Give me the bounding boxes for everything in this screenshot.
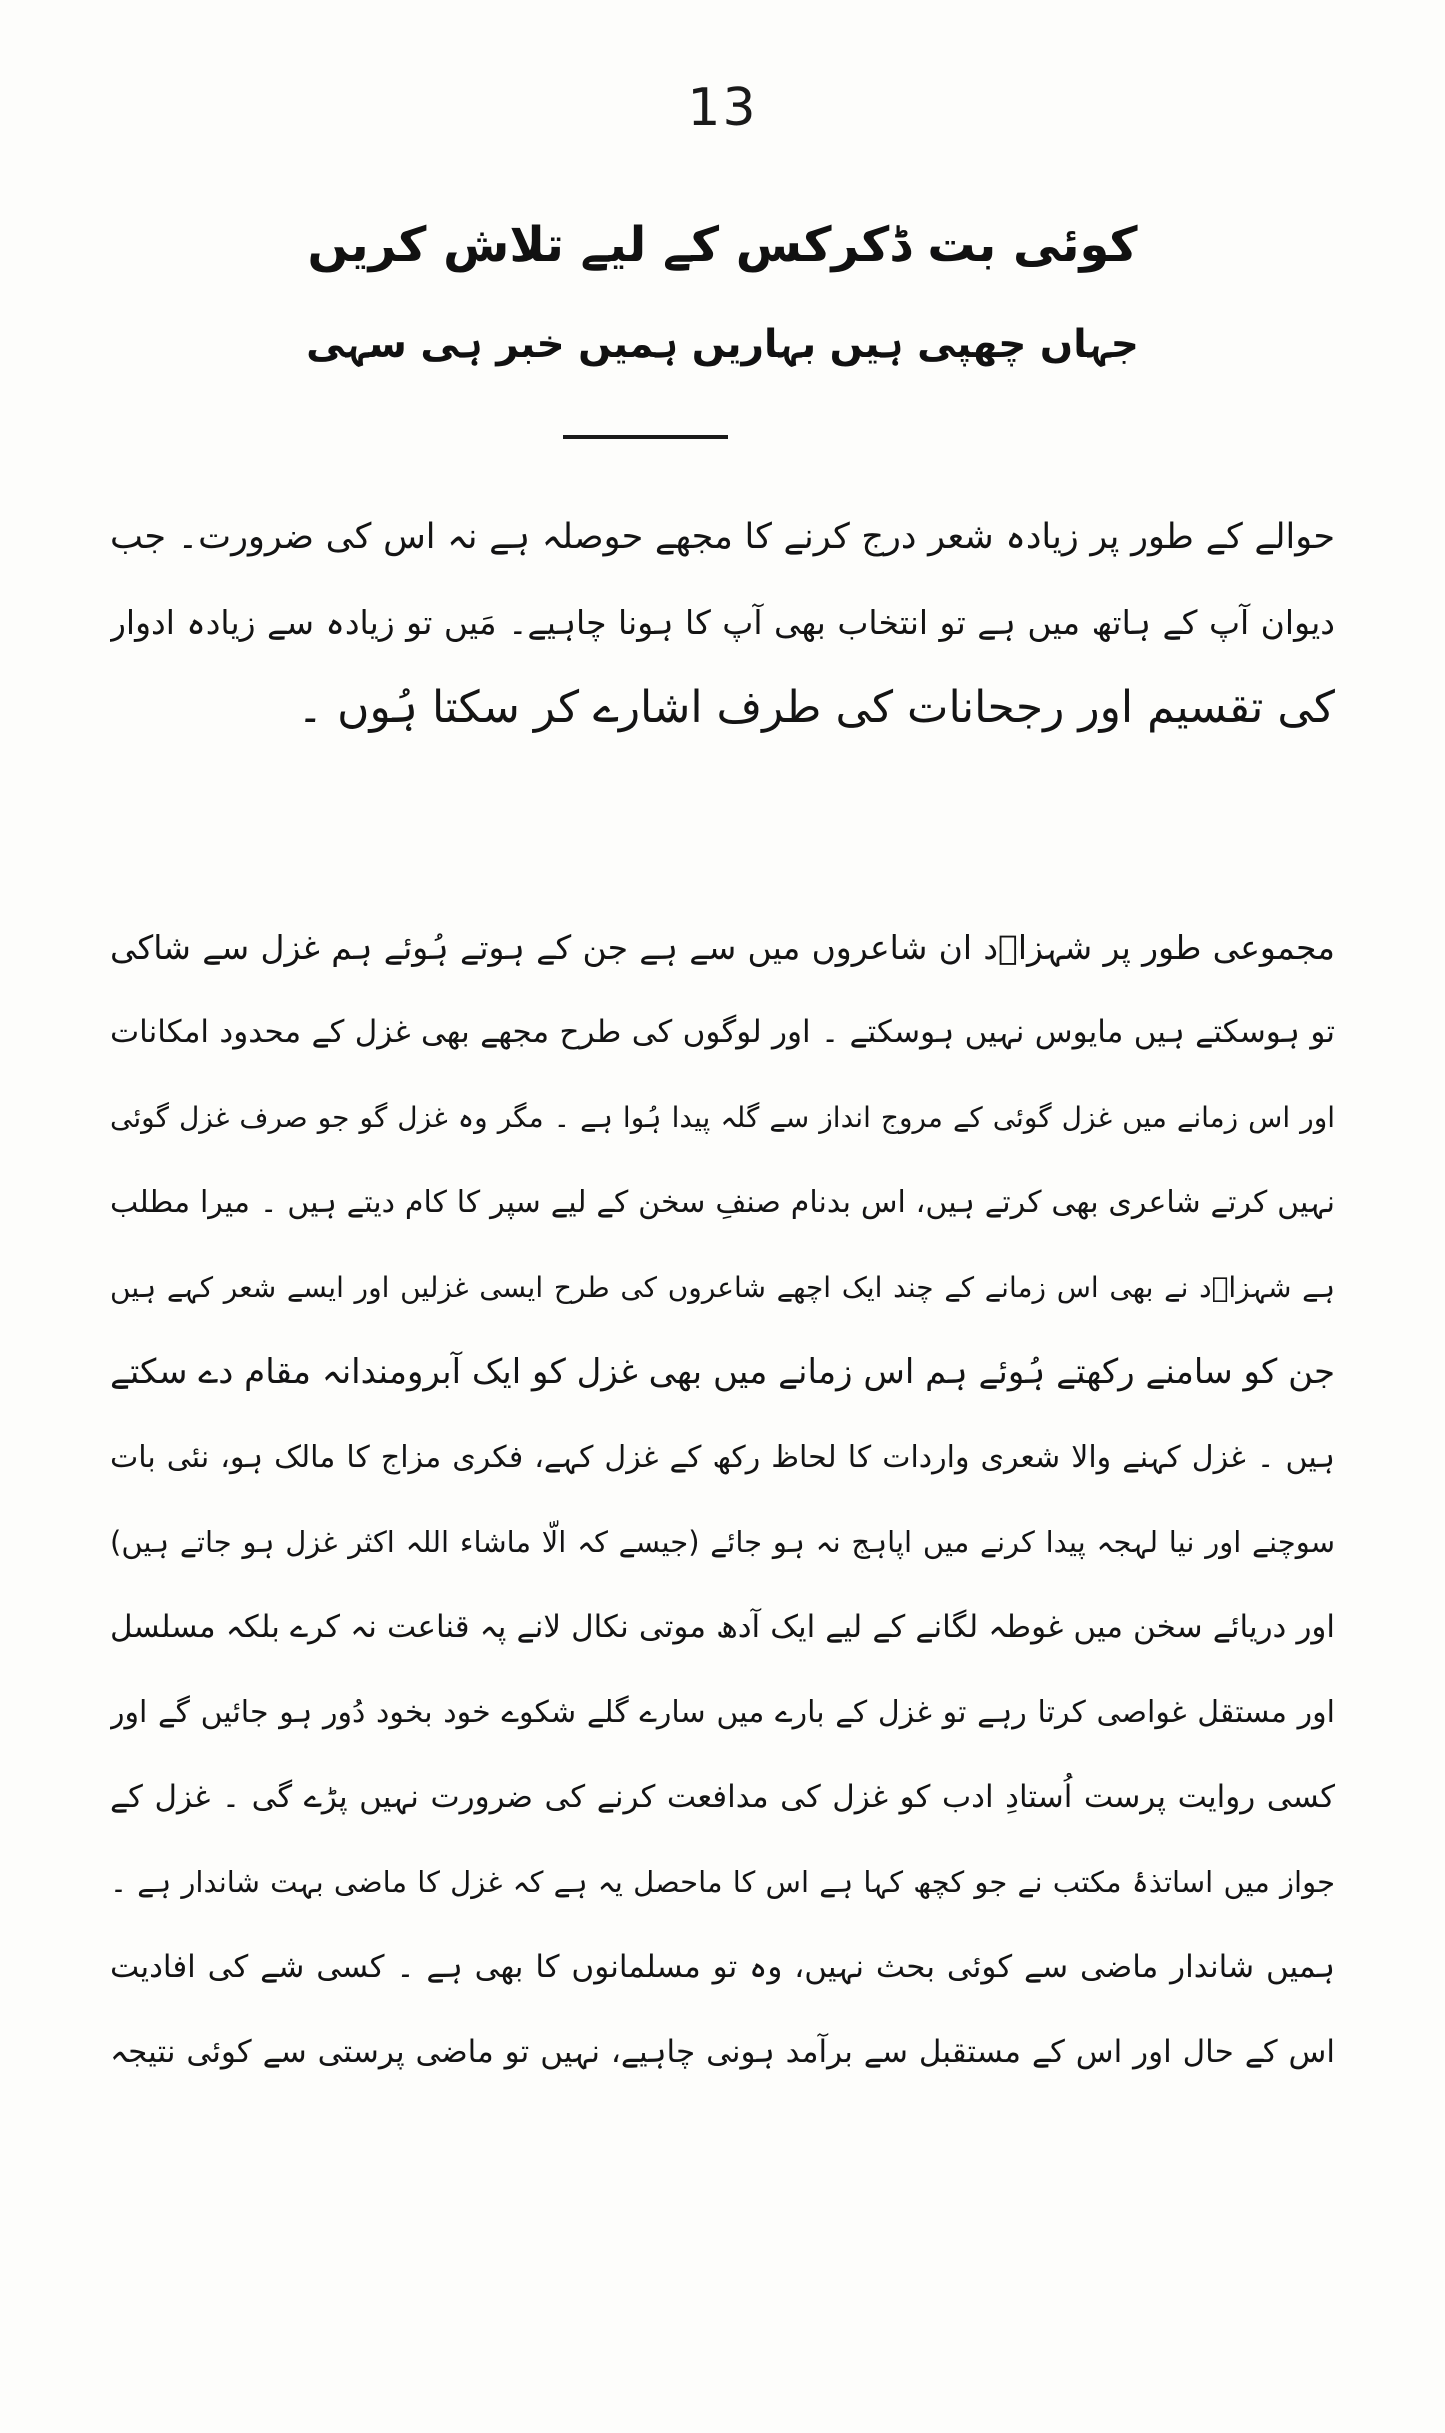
paragraph-line: جن کو سامنے رکھتے ہُوئے ہم اس زمانے میں بھی غزل کو ایک آبرومندانہ مقام دے سکتے — [110, 1352, 1335, 1392]
couplet-verse-2: جہاں چھپی ہیں بہاریں ہمیں خبر ہی سہی — [306, 322, 1139, 367]
section-divider — [563, 435, 728, 439]
paragraph-main — [110, 905, 1335, 2095]
paragraph-line: ہمیں شاندار ماضی سے کوئی بحث نہیں، وہ تو مسلمانوں کا بھی ہے ۔ کسی شے کی افادیت — [110, 1949, 1335, 1985]
paragraph-line: جواز میں اساتذۂ مکتب نے جو کچھ کہا ہے اس کا ماحصل یہ ہے کہ غزل کا ماضی بہت شاندار ہے ۔ — [110, 1865, 1335, 1899]
page-number: 13 — [687, 78, 758, 138]
paragraph-line: اس کے حال اور اس کے مستقبل سے برآمد ہونی چاہیے، نہیں تو ماضی پرستی سے کوئی نتیجہ — [110, 2034, 1335, 2070]
paragraph-line: دیوان آپ کے ہاتھ میں ہے تو انتخاب بھی آپ کا ہونا چاہیے۔ مَیں تو زیادہ سے زیادہ ادوار — [110, 603, 1335, 642]
paragraph-line: مجموعی طور پر شہزاؔد ان شاعروں میں سے ہے جن کے ہوتے ہُوئے ہم غزل سے شاکی — [110, 928, 1335, 967]
paragraph-line: اور اس زمانے میں غزل گوئی کے مروج انداز سے گلہ پیدا ہُوا ہے ۔ مگر وہ غزل گو جو صرف غزل گوئی — [110, 1101, 1335, 1134]
paragraph-line: کسی روایت پرست اُستادِ ادب کو غزل کی مدافعت کرنے کی ضرورت نہیں پڑے گی ۔ غزل کے — [110, 1779, 1335, 1815]
couplet — [300, 195, 1145, 395]
paragraph-line: تو ہوسکتے ہیں مایوس نہیں ہوسکتے ۔ اور لوگوں کی طرح مجھے بھی غزل کے محدود امکانات — [110, 1014, 1335, 1050]
paragraph-line: اور دریائے سخن میں غوطہ لگانے کے لیے ایک آدھ موتی نکال لانے پہ قناعت نہ کرے بلکہ مسلسل — [110, 1609, 1335, 1645]
paragraph-line: کی تقسیم اور رجحانات کی طرف اشارے کر سکتا ہُوں ۔ — [297, 682, 1335, 733]
paragraph-line: اور مستقل غواصی کرتا رہے تو غزل کے بارے میں سارے گلے شکوے خود بخود دُور ہو جائیں گے اور — [110, 1695, 1335, 1730]
couplet-verse-1: کوئی بت ڈکرکس کے لیے تلاش کریں — [307, 217, 1138, 273]
paragraph-line: ہے شہزاؔد نے بھی اس زمانے کے چند ایک اچھے شاعروں کی طرح ایسی غزلیں اور ایسے شعر کہے ہیں — [110, 1271, 1335, 1304]
paragraph-line: سوچنے اور نیا لہجہ پیدا کرنے میں اپاہج نہ ہو جائے (جیسے کہ الّا ماشاء اللہ اکثر غزل ہو جاتے ہیں) — [110, 1525, 1335, 1559]
paragraph-line: حوالے کے طور پر زیادہ شعر درج کرنے کا مجھے حوصلہ ہے نہ اس کی ضرورت۔ جب — [110, 517, 1335, 557]
paragraph-line: نہیں کرتے شاعری بھی کرتے ہیں، اس بدنام صنفِ سخن کے لیے سپر کا کام دیتے ہیں ۔ میرا مطلب — [110, 1185, 1335, 1220]
paragraph-intro — [110, 495, 1335, 750]
paragraph-line: ہیں ۔ غزل کہنے والا شعری واردات کا لحاظ رکھ کے غزل کہے، فکری مزاج کا مالک ہو، نئی بات — [110, 1440, 1335, 1475]
